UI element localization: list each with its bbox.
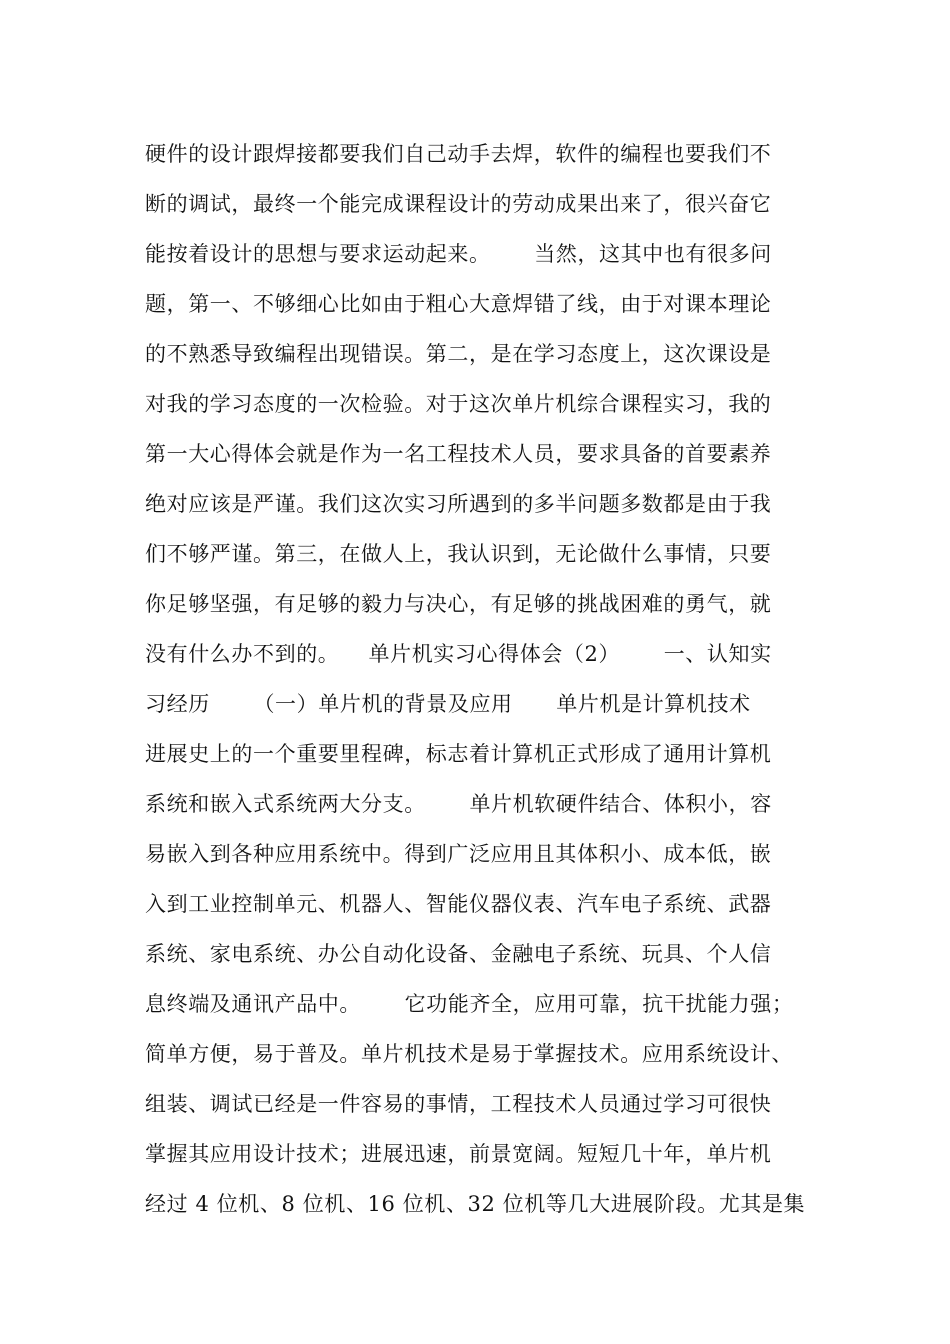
- text-line: 简单方便，易于普及。单片机技术是易于掌握技术。应用系统设计、: [145, 1042, 793, 1066]
- text-line: 进展史上的一个重要里程碑，标志着计算机正式形成了通用计算机: [145, 742, 772, 766]
- text-line: 组装、调试已经是一件容易的事情，工程技术人员通过学习可很快: [145, 1092, 772, 1116]
- text-line: 系统、家电系统、办公自动化设备、金融电子系统、玩具、个人信: [145, 942, 772, 966]
- text-line: 习经历 （一）单片机的背景及应用 单片机是计算机技术: [145, 692, 751, 716]
- text-line: 对我的学习态度的一次检验。对于这次单片机综合课程实习，我的: [145, 392, 772, 416]
- text-line: 经过 4 位机、8 位机、16 位机、32 位机等几大进展阶段。尤其是集: [145, 1192, 806, 1216]
- text-line: 系统和嵌入式系统两大分支。 单片机软硬件结合、体积小，容: [145, 792, 772, 816]
- document-body: [145, 129, 815, 1229]
- text-line: 息终端及通讯产品中。 它功能齐全，应用可靠，抗干扰能力强；: [145, 992, 794, 1016]
- text-line: 绝对应该是严谨。我们这次实习所遇到的多半问题多数都是由于我: [145, 492, 772, 516]
- text-line: 断的调试，最终一个能完成课程设计的劳动成果出来了，很兴奋它: [145, 192, 772, 216]
- text-line: 能按着设计的思想与要求运动起来。 当然，这其中也有很多问: [145, 242, 772, 266]
- text-line: 们不够严谨。第三，在做人上，我认识到，无论做什么事情，只要: [145, 542, 772, 566]
- text-line: 题，第一、不够细心比如由于粗心大意焊错了线，由于对课本理论: [145, 292, 772, 316]
- text-line: 掌握其应用设计技术；进展迅速，前景宽阔。短短几十年，单片机: [145, 1142, 772, 1166]
- text-line: 硬件的设计跟焊接都要我们自己动手去焊，软件的编程也要我们不: [145, 142, 772, 166]
- text-line: 易嵌入到各种应用系统中。得到广泛应用且其体积小、成本低，嵌: [145, 842, 772, 866]
- text-line: 入到工业控制单元、机器人、智能仪器仪表、汽车电子系统、武器: [145, 892, 772, 916]
- text-line: 你足够坚强，有足够的毅力与决心，有足够的挑战困难的勇气，就: [145, 592, 772, 616]
- text-line: 没有什么办不到的。 单片机实习心得体会（2） 一、认知实: [145, 642, 772, 666]
- text-line: 第一大心得体会就是作为一名工程技术人员，要求具备的首要素养: [145, 442, 772, 466]
- text-line: 的不熟悉导致编程出现错误。第二，是在学习态度上，这次课设是: [145, 342, 772, 366]
